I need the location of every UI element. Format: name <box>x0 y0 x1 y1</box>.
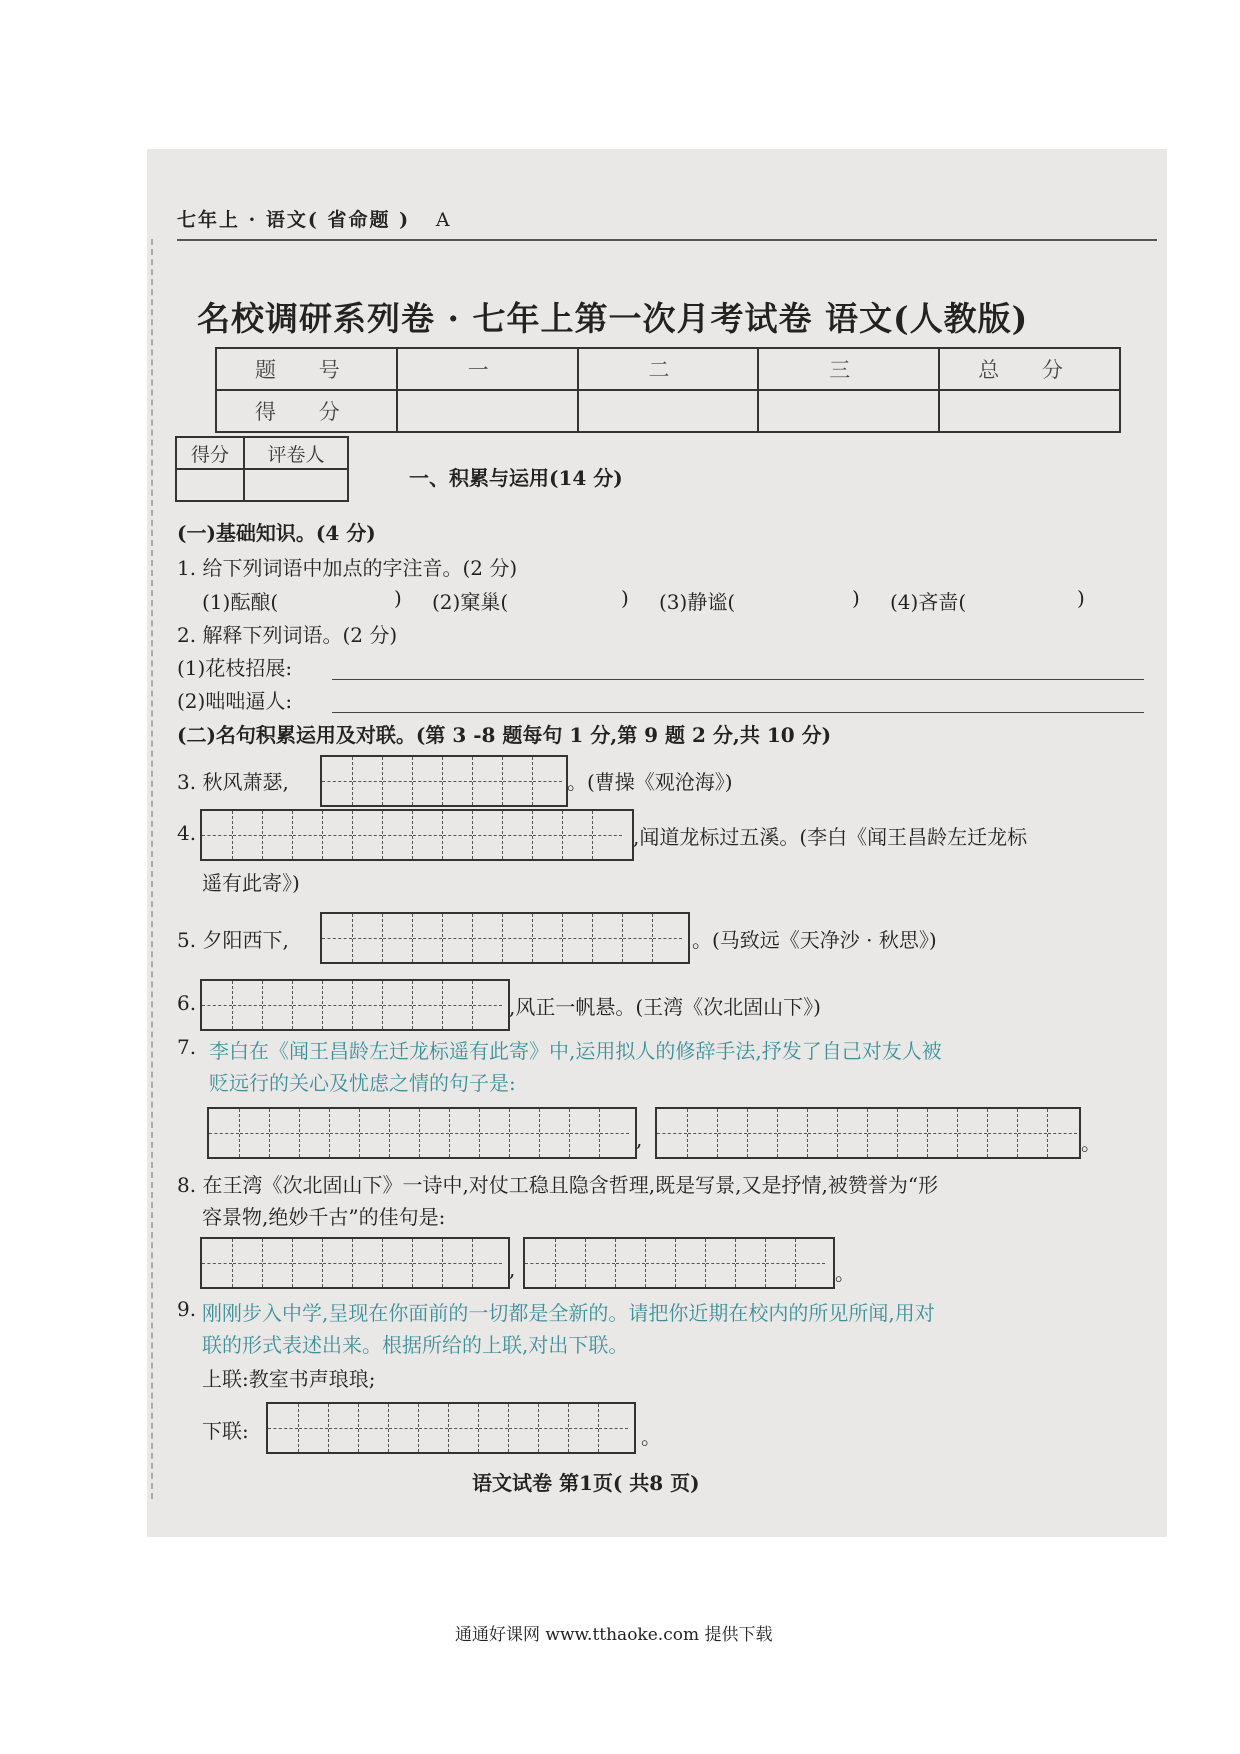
score-cell[interactable] <box>578 390 759 432</box>
period: 。 <box>641 1425 661 1449</box>
score-cell[interactable] <box>397 390 578 432</box>
comma: , <box>509 1257 516 1281</box>
score-table-row <box>216 348 1120 390</box>
question-8-cont: 容景物,绝妙千古”的佳句是: <box>202 1205 446 1229</box>
answer-grid[interactable] <box>266 1402 636 1454</box>
score-table <box>215 347 1121 433</box>
header-rule <box>177 239 1157 241</box>
period: 。 <box>1081 1131 1101 1155</box>
score-cell: 三 <box>758 348 939 390</box>
question-4: 4. <box>177 821 197 845</box>
q4-source-cont: 遥有此寄》) <box>202 871 300 895</box>
answer-grid[interactable] <box>200 1237 510 1289</box>
q1-item-close: ) <box>394 586 402 610</box>
q1-item: (2)窠巢( <box>432 590 509 614</box>
answer-grid[interactable] <box>320 912 690 964</box>
question-3: 3. 秋风萧瑟, <box>177 770 289 794</box>
score-cell[interactable] <box>758 390 939 432</box>
q1-item-close: ) <box>1077 586 1085 610</box>
part-heading: (二)名句积累运用及对联。(第 3 -8 题每句 1 分,第 9 题 2 分,共 10 分) <box>177 723 832 747</box>
page-title: 名校调研系列卷 · 七年上第一次月考试卷 语文(人教版) <box>197 299 1029 338</box>
section-heading: 一、积累与运用(14 分) <box>409 466 623 490</box>
binding-line <box>151 239 153 1499</box>
grader-score-cell[interactable] <box>176 469 244 501</box>
exam-sheet <box>147 149 1167 1537</box>
score-cell: 二 <box>578 348 759 390</box>
grader-name-cell[interactable] <box>244 469 348 501</box>
header-label: 七年上 · 语文( 省命题 ) A <box>177 209 452 231</box>
grader-name-label: 评卷人 <box>244 437 348 469</box>
q5-source: 。(马致远《天净沙 · 秋思》) <box>692 928 937 952</box>
q4-source: ,闻道龙标过五溪。(李白《闻王昌龄左迁龙标 <box>633 825 1028 849</box>
part-heading: (一)基础知识。(4 分) <box>177 521 376 545</box>
q1-item-close: ) <box>852 586 860 610</box>
question-7-number: 7. <box>177 1035 197 1059</box>
question-6: 6. <box>177 991 197 1015</box>
q3-source: 。(曹操《观沧海》) <box>567 770 733 794</box>
question-9-cont: 联的形式表述出来。根据所给的上联,对出下联。 <box>202 1333 629 1357</box>
q1-item: (4)吝啬( <box>890 590 967 614</box>
answer-line[interactable] <box>332 679 1144 680</box>
question-8: 8. 在王湾《次北固山下》一诗中,对仗工稳且隐含哲理,既是写景,又是抒情,被赞誉为“形 <box>177 1173 939 1197</box>
period: 。 <box>835 1261 855 1285</box>
page-footer: 语文试卷 第1页( 共8 页) <box>472 1471 700 1495</box>
watermark: 通通好课网 www.tthaoke.com 提供下载 <box>455 1625 773 1645</box>
couplet-upper: 上联:教室书声琅琅; <box>202 1367 376 1391</box>
question-9: 刚刚步入中学,呈现在你面前的一切都是全新的。请把你近期在校内的所见所闻,用对 <box>202 1301 935 1325</box>
score-cell: 题 号 <box>216 348 397 390</box>
answer-grid[interactable] <box>523 1237 835 1289</box>
question-5: 5. 夕阳西下, <box>177 928 289 952</box>
answer-grid[interactable] <box>200 979 510 1031</box>
question-2: 2. 解释下列词语。(2 分) <box>177 623 398 647</box>
grader-score-label: 得分 <box>176 437 244 469</box>
comma: , <box>636 1127 643 1151</box>
answer-grid[interactable] <box>207 1107 637 1159</box>
score-cell: 一 <box>397 348 578 390</box>
question-7: 李白在《闻王昌龄左迁龙标遥有此寄》中,运用拟人的修辞手法,抒发了自己对友人被 <box>209 1039 942 1063</box>
score-cell: 得 分 <box>216 390 397 432</box>
question-7-cont: 贬远行的关心及忧虑之情的句子是: <box>209 1071 516 1095</box>
grader-box <box>175 436 349 502</box>
score-cell[interactable] <box>939 390 1120 432</box>
score-table-row <box>216 390 1120 432</box>
answer-grid[interactable] <box>655 1107 1081 1159</box>
q6-source: ,风正一帆悬。(王湾《次北固山下》) <box>509 995 821 1019</box>
q1-item: (3)静谧( <box>659 590 736 614</box>
answer-grid[interactable] <box>320 755 568 807</box>
couplet-lower-label: 下联: <box>202 1419 249 1443</box>
score-cell: 总 分 <box>939 348 1120 390</box>
q1-item-close: ) <box>621 586 629 610</box>
answer-grid[interactable] <box>200 809 634 861</box>
question-9-number: 9. <box>177 1297 197 1321</box>
question-1: 1. 给下列词语中加点的字注音。(2 分) <box>177 556 518 580</box>
q1-item: (1)酝酿( <box>202 590 279 614</box>
answer-line[interactable] <box>332 712 1144 713</box>
q2-item: (2)咄咄逼人: <box>177 689 293 713</box>
q2-item: (1)花枝招展: <box>177 656 293 680</box>
